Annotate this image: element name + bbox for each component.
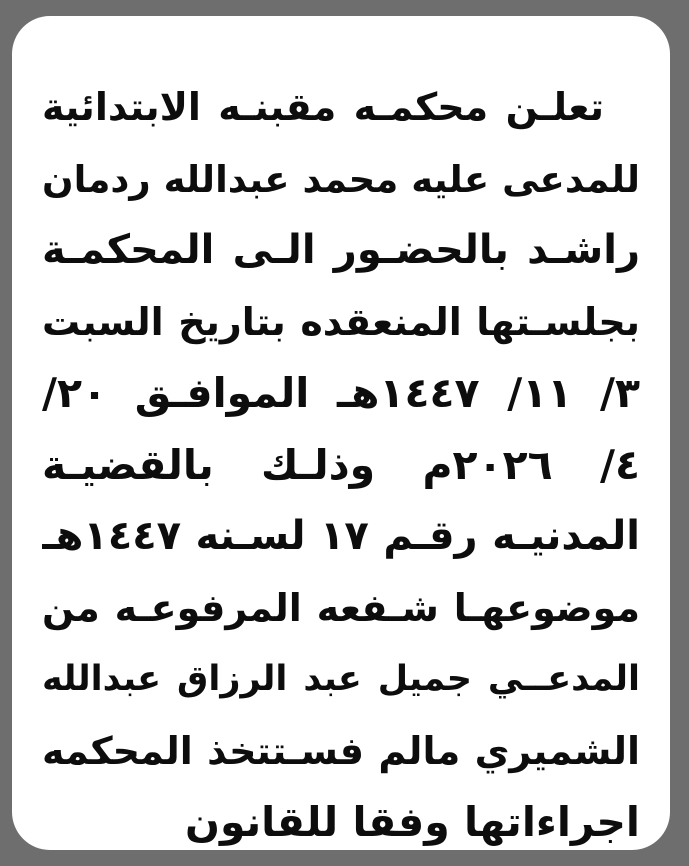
- notice-line-1: تعلـن محكمـه مقبنـه الابتدائية: [42, 85, 604, 129]
- notice-card: [12, 16, 670, 850]
- notice-line-9: المدعــي جميل عبد الرزاق عبدالله: [42, 659, 640, 699]
- notice-line-5: ٣/ ١١/ ١٤٤٧هـ الموافـق ٢٠/: [42, 369, 640, 417]
- notice-line-7: المدنيـه رقـم ١٧ لسـنه ١٤٤٧هـ: [42, 513, 640, 559]
- notice-line-8: موضوعهـا شـفعه المرفوعـه من: [42, 585, 640, 630]
- notice-line-10: الشميري مالم فسـتتخذ المحكمه: [42, 728, 640, 773]
- notice-line-4: بجلسـتها المنعقده بتاريخ السبت: [42, 299, 640, 344]
- notice-line-11: اجراءاتها وفقا للقانون: [185, 798, 640, 846]
- notice-line-2: للمدعى عليه محمد عبدالله ردمان: [42, 157, 640, 201]
- notice-line-3: راشـد بالحضـور الـى المحكمـة: [42, 227, 640, 273]
- notice-line-6: ٤/ ٢٠٢٦م وذلـك بالقضيـة: [42, 440, 640, 489]
- notice-text: [42, 72, 640, 859]
